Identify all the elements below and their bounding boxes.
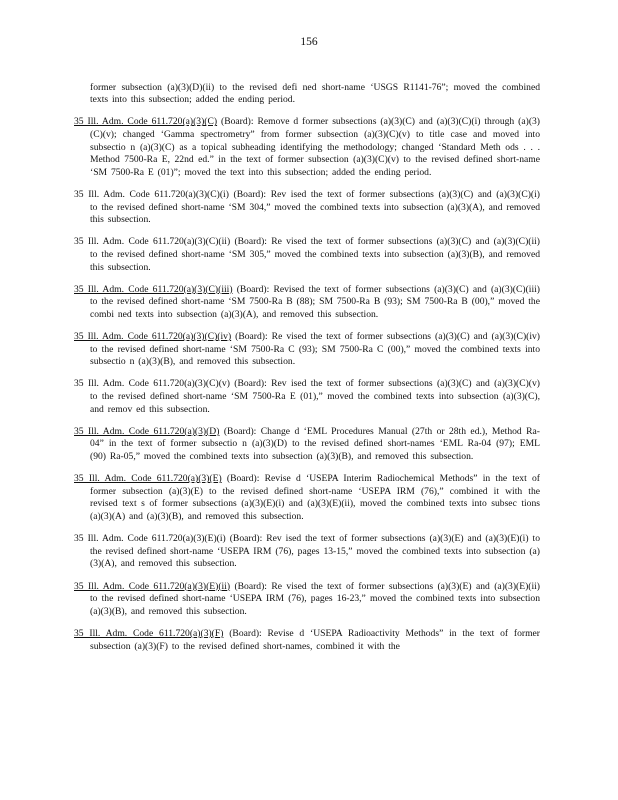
entry-citation: 35 Ill. Adm. Code 611.720(a)(3)(C)(i) bbox=[74, 188, 229, 200]
entry-citation: 35 Ill. Adm. Code 611.720(a)(3)(E)(ii) bbox=[74, 580, 231, 592]
entry-paragraph bbox=[74, 378, 540, 416]
entry-text: (Board): Rev ised the text of former subsections (a)(3)(C) and (a)(3)(C)(i) to the revised defined short-name ‘SM 304,” moved the combined texts into subsection (a)(3)(A), and removed this subsection. bbox=[90, 188, 540, 226]
entry-citation: 35 Ill. Adm. Code 611.720(a)(3)(C)(ii) bbox=[74, 236, 231, 248]
entry-citation: 35 Ill. Adm. Code 611.720(a)(3)(E) bbox=[74, 473, 222, 485]
entry-text: (Board): Re vised the text of former subsections (a)(3)(E) and (a)(3)(E)(ii) to the revised defined short-name ‘USEPA IRM (76), pages 16-23,” moved the combined texts into subsection (a)(3)(B), and removed this subsection. bbox=[90, 580, 541, 617]
entry-paragraph bbox=[74, 473, 540, 523]
page-number: 156 bbox=[300, 36, 318, 48]
entry-text: (Board): Rev ised the text of former subsections (a)(3)(E) and (a)(3)(E)(i) to the revised defined short-name ‘USEPA IRM (76), pages 13-15,” moved the combined texts into subsection (a)(3)(A), and removed this subsection. bbox=[90, 533, 540, 570]
entry-citation: 35 Ill. Adm. Code 611.720(a)(3)(F) bbox=[74, 627, 224, 639]
entry-paragraph bbox=[74, 116, 540, 179]
entry-paragraph bbox=[74, 189, 540, 227]
entry-citation: 35 Ill. Adm. Code 611.720(a)(3)(E)(i) bbox=[74, 533, 226, 545]
entry-paragraph bbox=[74, 426, 540, 464]
entry-paragraph bbox=[74, 236, 540, 274]
entry-text: (Board): Revised the text of former subsections (a)(3)(C) and (a)(3)(C)(iii) to the revised defined short-name ‘SM 7500-Ra B (88); SM 7500-Ra B (93); SM 7500-Ra B (00),” moved the combi ned texts into subsection (a)(3)(A), and removed this subsection. bbox=[90, 283, 540, 320]
entry-citation: 35 Ill. Adm. Code 611.720(a)(3)(C)(iii) bbox=[74, 283, 233, 295]
entry-text: (Board): Revise d ‘USEPA Interim Radiochemical Methods” in the text of former subsection (a)(3)(E) to the revised defined short-name ‘USEPA IRM (76),” combined it with the revised text s of former subsections (a)(3)(E)(i) and (a)(3)(E)(ii), moved the combined texts into subsec tions (a)(3)(A) and (a)(3)(B), and removed this subsection. bbox=[90, 473, 540, 522]
entry-citation: 35 Ill. Adm. Code 611.720(a)(3)(C)(v) bbox=[74, 378, 230, 390]
entry-text: (Board): Change d ‘EML Procedures Manual (27th or 28th ed.), Method Ra-04” in the text of former subsectio n (a)(3)(D) to the revised defined short-names ‘EML Ra-04 (97); EML (90) Ra-05,” moved the combined texts into subsection (a)(3)(B), and removed this subsection. bbox=[90, 425, 540, 462]
entry-paragraph bbox=[74, 581, 540, 619]
entry-citation: 35 Ill. Adm. Code 611.720(a)(3)(C)(iv) bbox=[74, 331, 232, 343]
entry-text: (Board): Re vised the text of former subsections (a)(3)(C) and (a)(3)(C)(ii) to the revised defined short-name ‘SM 305,” moved the combined texts into subsection (a)(3)(B), and removed this subsection. bbox=[90, 236, 540, 273]
entry-text: (Board): Rev ised the text of former subsections (a)(3)(C) and (a)(3)(C)(v) to the revised defined short-name ‘SM 7500-Ra E (01),” moved the combined texts into subsection (a)(3)(C), and remov ed this subsection. bbox=[90, 378, 540, 415]
entry-paragraph bbox=[74, 628, 540, 653]
entry-paragraph bbox=[74, 331, 540, 369]
entry-paragraph bbox=[74, 82, 540, 107]
entry-citation: 35 Ill. Adm. Code 611.720(a)(3)(C) bbox=[74, 116, 218, 128]
entry-text: (Board): Re vised the text of former subsections (a)(3)(C) and (a)(3)(C)(iv) to the revised defined short-name ‘SM 7500-Ra C (93); SM 7500-Ra C (00),” moved the combined texts into subsectio n (a)(3)(B), and removed this subsection. bbox=[90, 331, 541, 368]
entries-list bbox=[74, 72, 540, 660]
entry-text: (Board): Remove d former subsections (a)(3)(C) and (a)(3)(C)(i) through (a)(3)(C)(v); changed ‘Gamma spectrometry” from former subsection (a)(3)(C)(v) to title case and moved into subsectio n (a)(3)(C) as a topical subheading identifying the methodology; changed ‘Standard Meth ods . . . Method 7500-Ra E, 22nd ed.” in the text of former subsection (a)(3)(C)(v) to the revised defined short-name ‘SM 7500-Ra E (01)”; moved the text into this subsection; added the ending period. bbox=[90, 116, 541, 178]
entry-paragraph bbox=[74, 284, 540, 322]
entry-text: former subsection (a)(3)(D)(ii) to the revised defi ned short-name ‘USGS R1141-76”; moved the combined texts into this subsection; added the ending period. bbox=[90, 81, 540, 106]
entry-paragraph bbox=[74, 533, 540, 571]
entry-citation: 35 Ill. Adm. Code 611.720(a)(3)(D) bbox=[74, 425, 220, 437]
entry-text: (Board): Revise d ‘USEPA Radioactivity Methods” in the text of former subsection (a)(3)(F) to the revised defined short-names, combined it with the bbox=[90, 627, 540, 652]
